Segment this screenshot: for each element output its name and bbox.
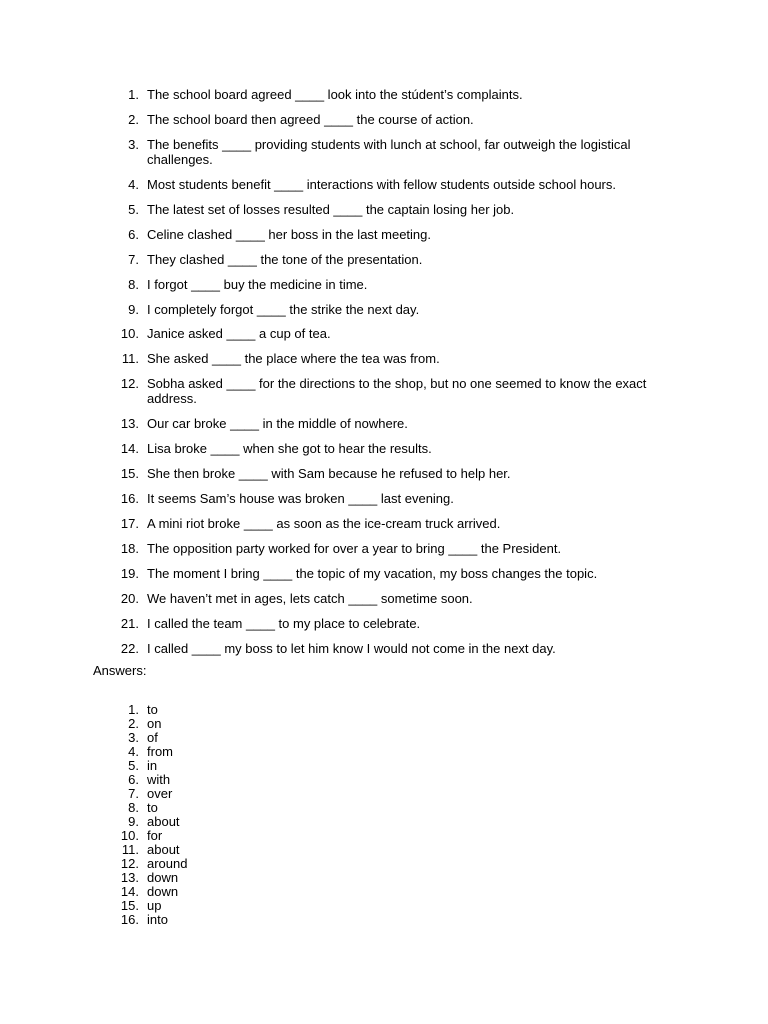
answer-number: 4. (128, 744, 139, 759)
question-number: 12. (120, 376, 139, 392)
question-number: 11. (121, 351, 139, 367)
question-item (110, 641, 650, 656)
answer-number: 6. (128, 772, 139, 787)
answer-number: 8. (128, 800, 139, 815)
answer-list (110, 703, 187, 927)
question-text: I completely forgot ____ the strike the next day. (147, 301, 420, 317)
answer-text: for (147, 828, 163, 843)
question-text: They clashed ____ the tone of the presentation. (147, 251, 423, 267)
question-item (110, 87, 650, 102)
answer-item (110, 717, 187, 731)
question-text: Most students benefit ____ interactions with fellow students outside school hours. (147, 176, 616, 192)
answer-text: on (147, 716, 162, 731)
question-text: I called the team ____ to my place to celebrate. (147, 615, 421, 631)
question-number: 8. (128, 276, 139, 292)
answer-text: to (147, 702, 158, 717)
answer-text: down (147, 884, 179, 899)
question-item (110, 591, 650, 606)
answer-number: 3. (128, 730, 139, 745)
question-item (110, 491, 650, 506)
answer-number: 12. (120, 856, 139, 871)
question-item (110, 277, 650, 292)
question-item (110, 252, 650, 267)
question-text: The benefits ____ providing students with lunch at school, far outweigh the logistical challenges. (147, 136, 631, 167)
answer-text: about (147, 814, 180, 829)
answer-text: about (147, 842, 180, 857)
question-number: 20. (120, 590, 139, 606)
answer-text: over (147, 786, 173, 801)
answer-number: 9. (128, 814, 139, 829)
answer-text: with (147, 772, 171, 787)
question-text: I forgot ____ buy the medicine in time. (147, 276, 368, 292)
question-text: Celine clashed ____ her boss in the last meeting. (147, 226, 432, 242)
answer-text: down (147, 870, 179, 885)
question-text: The school board agreed ____ look into the stúdent’s complaints. (147, 87, 523, 102)
question-number: 21. (120, 615, 139, 631)
question-item (110, 302, 650, 317)
answer-number: 10. (120, 828, 139, 843)
answer-text: up (147, 898, 162, 913)
question-text: I called ____ my boss to let him know I would not come in the next day. (147, 640, 556, 656)
question-number: 9. (128, 301, 139, 317)
question-item (110, 566, 650, 581)
answer-item (110, 829, 187, 843)
answer-text: around (147, 856, 188, 871)
answer-number: 1. (128, 702, 139, 717)
answer-text: into (147, 912, 168, 927)
question-number: 13. (120, 416, 139, 432)
question-number: 2. (128, 111, 139, 127)
answer-item (110, 745, 187, 759)
answer-item (110, 871, 187, 885)
answer-text: from (147, 744, 173, 759)
question-text: The opposition party worked for over a year to bring ____ the President. (147, 540, 562, 556)
answer-number: 2. (128, 716, 139, 731)
answer-item (110, 899, 187, 913)
answer-number: 7. (128, 786, 139, 801)
answer-number: 16. (120, 912, 139, 927)
question-text: She asked ____ the place where the tea was from. (147, 351, 440, 367)
question-text: Sobha asked ____ for the directions to the shop, but no one seemed to know the exact address. (147, 376, 647, 407)
question-item (110, 202, 650, 217)
question-number: 19. (120, 565, 139, 581)
question-number: 22. (120, 640, 139, 656)
question-text: A mini riot broke ____ as soon as the ice-cream truck arrived. (147, 516, 501, 531)
question-text: Janice asked ____ a cup of tea. (147, 326, 331, 342)
answer-text: in (147, 758, 158, 773)
answer-item (110, 885, 187, 899)
answer-number: 5. (128, 758, 139, 773)
answer-number: 13. (120, 870, 139, 885)
question-text: The latest set of losses resulted ____ the captain losing her job. (147, 201, 515, 217)
question-number: 18. (120, 540, 139, 556)
question-text: Lisa broke ____ when she got to hear the results. (147, 441, 432, 457)
question-text: She then broke ____ with Sam because he refused to help her. (147, 466, 511, 482)
question-item (110, 516, 650, 531)
answer-item (110, 731, 187, 745)
question-item (110, 466, 650, 481)
question-number: 4. (128, 176, 139, 192)
question-text: The moment I bring ____ the topic of my vacation, my boss changes the topic. (147, 565, 598, 581)
question-item (110, 541, 650, 556)
answer-text: of (147, 730, 158, 745)
question-item (110, 351, 650, 366)
question-item (110, 177, 650, 192)
answer-item (110, 801, 187, 815)
question-number: 16. (120, 491, 139, 507)
answer-item (110, 787, 187, 801)
answer-text: to (147, 800, 158, 815)
answer-number: 14. (120, 884, 139, 899)
question-number: 14. (120, 441, 139, 457)
question-item (110, 416, 650, 431)
question-number: 3. (128, 136, 139, 152)
question-item (110, 441, 650, 456)
answer-number: 11. (121, 842, 139, 857)
question-number: 1. (128, 87, 139, 102)
answer-item (110, 703, 187, 717)
question-item (110, 326, 650, 341)
answer-item (110, 843, 187, 857)
question-number: 5. (128, 201, 139, 217)
question-item (110, 227, 650, 242)
answer-item (110, 759, 187, 773)
question-text: It seems Sam’s house was broken ____ last evening. (147, 491, 454, 507)
question-item (110, 616, 650, 631)
question-number: 7. (128, 251, 139, 267)
question-number: 6. (128, 226, 139, 242)
answer-item (110, 857, 187, 871)
question-item (110, 137, 650, 167)
answers-heading: Answers: (93, 663, 147, 678)
answer-item (110, 773, 187, 787)
answer-item (110, 815, 187, 829)
question-text: The school board then agreed ____ the course of action. (147, 111, 474, 127)
question-text: We haven’t met in ages, lets catch ____ sometime soon. (147, 590, 473, 606)
question-item (110, 112, 650, 127)
answer-number: 15. (120, 898, 139, 913)
question-text: Our car broke ____ in the middle of nowhere. (147, 416, 408, 432)
question-number: 17. (120, 516, 139, 531)
question-item (110, 376, 650, 406)
question-list (110, 87, 650, 666)
question-number: 15. (120, 466, 139, 482)
answer-item (110, 913, 187, 927)
question-number: 10. (120, 326, 139, 342)
